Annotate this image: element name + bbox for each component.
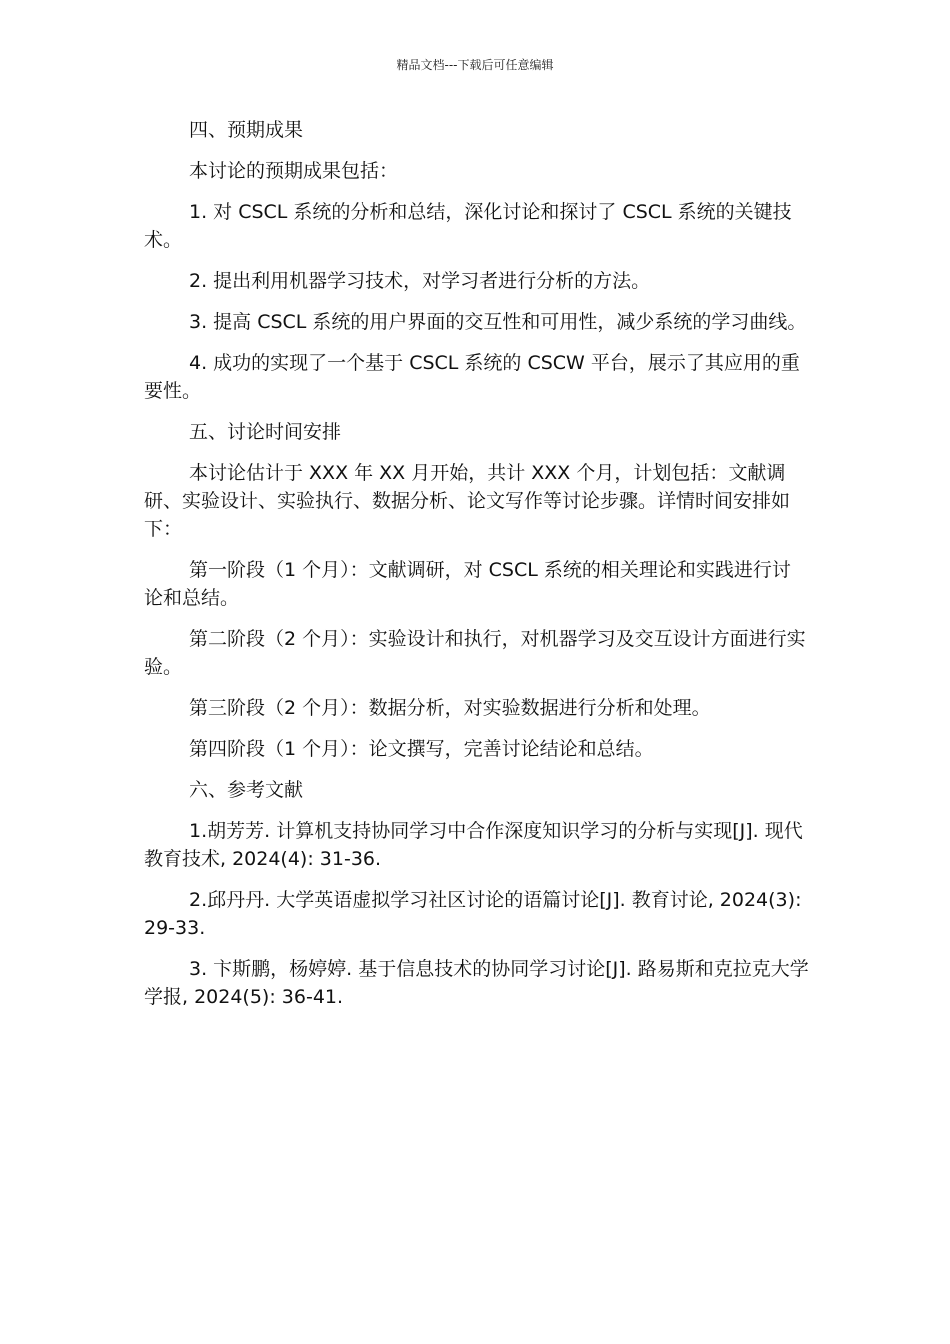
document-body [144, 116, 809, 1024]
reference-item-1: 1.胡芳芳. 计算机支持协同学习中合作深度知识学习的分析与实现[J]. 现代教育技术, 2024(4): 31-36. [144, 820, 803, 870]
list-item-phase-2: 第二阶段（2 个月）：实验设计和执行，对机器学习及交互设计方面进行实验。 [144, 628, 806, 678]
section-heading-references: 六、参考文献 [189, 779, 304, 801]
list-item-result-2: 2. 提出利用机器学习技术，对学习者进行分析的方法。 [189, 270, 651, 292]
paragraph-results-intro: 本讨论的预期成果包括： [189, 160, 399, 182]
list-item-result-4: 4. 成功的实现了一个基于 CSCL 系统的 CSCW 平台，展示了其应用的重要性。 [144, 352, 800, 402]
section-heading-schedule: 五、讨论时间安排 [189, 421, 342, 443]
list-item-phase-1: 第一阶段（1 个月）：文献调研，对 CSCL 系统的相关理论和实践进行讨论和总结。 [144, 559, 791, 609]
list-item-phase-3: 第三阶段（2 个月）：数据分析，对实验数据进行分析和处理。 [189, 697, 711, 719]
reference-item-2: 2.邱丹丹. 大学英语虚拟学习社区讨论的语篇讨论[J]. 教育讨论, 2024(3): 29-33. [144, 889, 802, 939]
reference-item-3: 3. 卞斯鹏，杨婷婷. 基于信息技术的协同学习讨论[J]. 路易斯和克拉克大学学报, 2024(5): 36-41. [144, 958, 809, 1008]
page-header: 精品文档---下载后可任意编辑 [396, 58, 554, 72]
list-item-result-3: 3. 提高 CSCL 系统的用户界面的交互性和可用性，减少系统的学习曲线。 [189, 311, 807, 333]
list-item-result-1: 1. 对 CSCL 系统的分析和总结，深化讨论和探讨了 CSCL 系统的关键技术。 [144, 201, 792, 251]
paragraph-schedule-intro: 本讨论估计于 XXX 年 XX 月开始，共计 XXX 个月，计划包括：文献调研、实验设计、实验执行、数据分析、论文写作等讨论步骤。详情时间安排如下： [144, 462, 791, 540]
section-heading-expected-results: 四、预期成果 [189, 119, 304, 141]
list-item-phase-4: 第四阶段（1 个月）：论文撰写，完善讨论结论和总结。 [189, 738, 654, 760]
